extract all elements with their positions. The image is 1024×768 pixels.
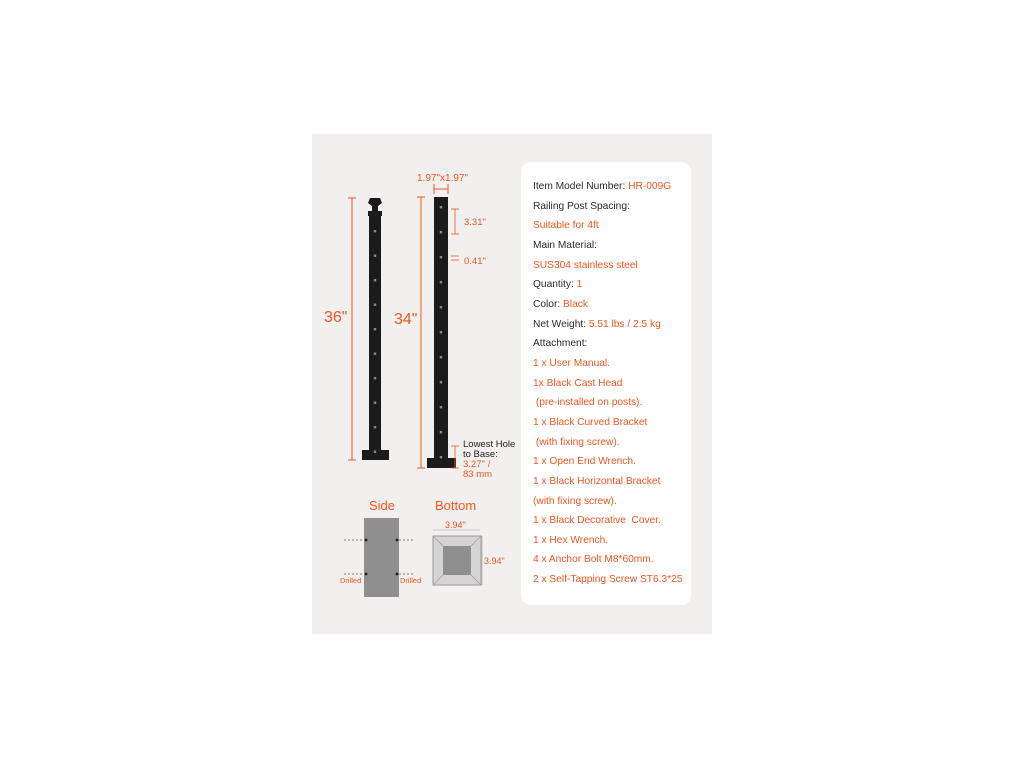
post-hole [440, 306, 442, 308]
spec-material-value: SUS304 stainless steel [533, 259, 638, 271]
lowest-hole-label-1: Lowest Hole [463, 439, 516, 450]
attachment-item: 1 x Open End Wrench. [533, 456, 636, 468]
spec-weight: Net Weight: 5.51 lbs / 2.5 kg [533, 318, 661, 330]
spec-material-label: Main Material: [533, 239, 597, 251]
hole-spacing-dimension [451, 209, 486, 267]
spec-spacing-label: Railing Post Spacing: [533, 200, 630, 212]
post-hole [374, 402, 376, 404]
attachment-item: 1 x Black Curved Bracket [533, 416, 648, 428]
post-hole [374, 377, 376, 379]
post-without-head [427, 197, 456, 468]
bottom-view-title: Bottom [435, 498, 477, 513]
hole-offset-label: 0.41" [464, 256, 486, 267]
drilled-left-label: Drilled [340, 576, 362, 585]
post-hole [374, 230, 376, 232]
side-view-post [364, 518, 399, 597]
attachment-item: (with fixing screw). [533, 495, 617, 507]
right-post-body [434, 197, 448, 459]
post-hole [440, 331, 442, 333]
post-hole [374, 328, 376, 330]
height-34-label: 34" [394, 311, 418, 328]
spec-color: Color: Black [533, 298, 588, 310]
spec-model-value: HR-009G [628, 181, 672, 192]
drill-hole-upper-left [365, 539, 368, 542]
post-hole [374, 279, 376, 281]
post-hole [440, 406, 442, 408]
lowest-hole-value-1: 3.27'' / [463, 459, 491, 470]
base-width-label: 3.94" [445, 520, 466, 530]
attachment-item: 1x Black Cast Head [533, 377, 623, 389]
attachment-item: 1 x Hex Wrench. [533, 534, 609, 546]
section-size-label: 1.97"x1.97" [417, 173, 469, 184]
post-hole [440, 356, 442, 358]
spec-quantity-value: 1 [576, 279, 583, 291]
base-post-square [443, 546, 471, 575]
attachment-item: 1 x Black Decorative Cover. [533, 515, 661, 527]
post-hole [440, 456, 442, 458]
post-hole [440, 431, 442, 433]
attachment-item: (pre-installed on posts). [533, 397, 643, 409]
spec-card [521, 162, 691, 605]
spec-attachment-label: Attachment: [533, 338, 588, 350]
post-hole [440, 231, 442, 233]
post-hole [440, 256, 442, 258]
post-hole [374, 426, 376, 428]
post-hole [440, 281, 442, 283]
height-36-label: 36" [324, 309, 348, 326]
height-34-dimension [394, 197, 425, 468]
post-hole [440, 381, 442, 383]
drilled-right-label: Drilled [400, 576, 422, 585]
height-36-dimension [324, 198, 356, 460]
side-view-title: Side [369, 498, 396, 513]
post-hole [440, 206, 442, 208]
lowest-hole-dimension [451, 439, 515, 480]
cast-head-collar [368, 211, 382, 216]
attachment-item: 1 x Black Horizontal Bracket [533, 475, 661, 487]
post-hole [374, 304, 376, 306]
post-with-head [362, 198, 389, 460]
bottom-view [433, 498, 505, 585]
right-post-base [427, 458, 456, 468]
left-post-body [369, 216, 381, 451]
post-hole [374, 353, 376, 355]
spec-spacing-value: Suitable for 4ft [533, 220, 599, 232]
drill-hole-lower-left [365, 573, 368, 576]
drill-hole-lower-right [396, 573, 399, 576]
attachment-item: 4 x Anchor Bolt M8*60mm. [533, 554, 654, 566]
attachment-item: (with fixing screw). [533, 436, 620, 448]
spec-quantity: Quantity: 1 [533, 279, 583, 291]
spec-color-value: Black [563, 298, 588, 310]
lowest-hole-value-2: 83 mm [463, 469, 493, 480]
spec-model: Item Model Number: HR-009G [533, 181, 672, 192]
lowest-hole-label-2: to Base: [463, 449, 498, 460]
drill-hole-upper-right [396, 539, 399, 542]
spec-weight-value: 5.51 lbs / 2.5 kg [588, 318, 661, 330]
section-dimension [417, 173, 468, 194]
base-depth-label: 3.94" [484, 556, 505, 566]
hole-spacing-label: 3.31" [464, 217, 486, 228]
side-view [340, 498, 421, 597]
cast-head-top [368, 198, 382, 212]
post-hole [374, 255, 376, 257]
post-hole [374, 451, 376, 453]
attachment-item: 2 x Self-Tapping Screw ST6.3*25 [533, 574, 683, 586]
attachment-item: 1 x User Manual. [533, 357, 611, 369]
